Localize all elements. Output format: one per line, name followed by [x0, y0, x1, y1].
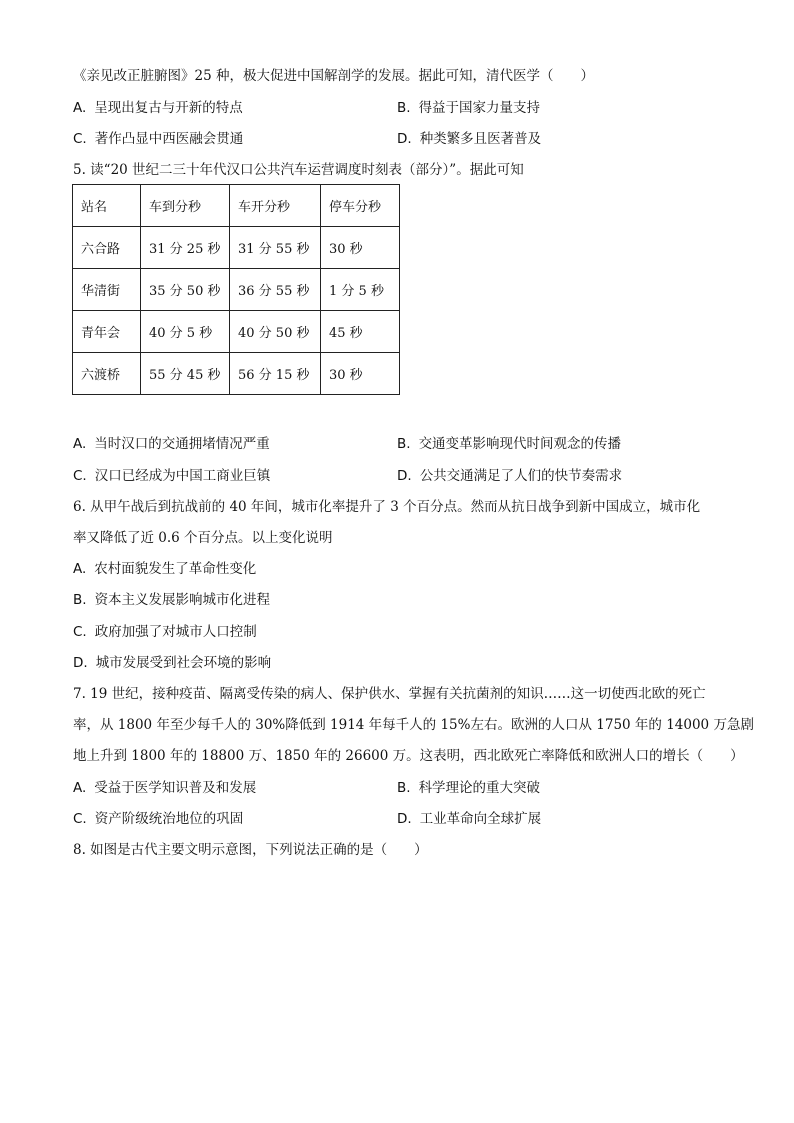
q7-stem-line: 7. 19 世纪，接种疫苗、隔离受传染的病人、保护供水、掌握有关抗菌剂的知识……这一切使西北欧的死亡 [73, 686, 706, 702]
option-label: C. [73, 131, 87, 147]
option-text: 城市发展受到社会环境的影响 [95, 655, 272, 671]
option-label: B. [397, 436, 411, 452]
table-cell: 六渡桥 [73, 353, 141, 395]
q4-option-a[interactable] [73, 98, 243, 118]
option-label: A. [73, 780, 87, 796]
table-cell: 36 分 55 秒 [230, 269, 321, 311]
q5-option-d[interactable] [397, 466, 622, 486]
q7-option-a[interactable] [73, 778, 256, 798]
option-text: 资本主义发展影响城市化进程 [94, 592, 271, 608]
q6-option-a[interactable] [73, 559, 256, 579]
option-text: 农村面貌发生了革命性变化 [94, 561, 257, 577]
q6-stem-line: 6. 从甲午战后到抗战前的 40 年间，城市化率提升了 3 个百分点。然而从抗日战争到新中国成立，城市化 [73, 499, 701, 515]
table-cell: 青年会 [73, 311, 141, 353]
option-label: C. [73, 811, 87, 827]
option-text: 受益于医学知识普及和发展 [94, 780, 257, 796]
bus-timetable [72, 184, 400, 395]
option-text: 当时汉口的交通拥堵情况严重 [94, 436, 270, 452]
option-text: 工业革命向全球扩展 [419, 811, 542, 827]
q5-option-a[interactable] [73, 434, 270, 454]
table-cell: 30 秒 [321, 227, 400, 269]
q7-option-c[interactable] [73, 809, 243, 829]
option-label: A. [73, 100, 87, 116]
q4-option-c[interactable] [73, 129, 243, 149]
table-header-cell: 车到分秒 [141, 185, 230, 227]
table-cell: 40 分 50 秒 [230, 311, 321, 353]
q4-option-b[interactable] [397, 98, 540, 118]
option-text: 公共交通满足了人们的快节奏需求 [419, 468, 623, 484]
table-cell: 35 分 50 秒 [141, 269, 230, 311]
option-label: D. [397, 811, 412, 827]
q8-stem: 8. 如图是古代主要文明示意图，下列说法正确的是（ ） [73, 842, 428, 858]
q5-option-c[interactable] [73, 466, 270, 486]
option-label: B. [397, 100, 411, 116]
option-label: A. [73, 436, 87, 452]
option-text: 种类繁多且医著普及 [419, 131, 542, 147]
q5-stem: 5. 读“20 世纪二三十年代汉口公共汽车运营调度时刻表（部分）”。据此可知 [73, 162, 524, 178]
table-header-cell: 停车分秒 [321, 185, 400, 227]
q5-option-b[interactable] [397, 434, 621, 454]
q6-option-c[interactable] [73, 622, 257, 642]
table-cell: 华清街 [73, 269, 141, 311]
option-label: B. [397, 780, 411, 796]
table-header-cell: 站名 [73, 185, 141, 227]
q7-stem-line: 地上升到 1800 年的 18800 万、1850 年的 26600 万。这表明，西北欧死亡率降低和欧洲人口的增长（ ） [73, 748, 744, 764]
option-label: B. [73, 592, 87, 608]
q4-option-d[interactable] [397, 129, 541, 149]
table-cell: 1 分 5 秒 [321, 269, 400, 311]
table-cell: 30 秒 [321, 353, 400, 395]
option-text: 科学理论的重大突破 [418, 780, 541, 796]
table-cell: 55 分 45 秒 [141, 353, 230, 395]
table-cell: 40 分 5 秒 [141, 311, 230, 353]
q4-stem: 《亲见改正脏腑图》25 种，极大促进中国解剖学的发展。据此可知，清代医学（ ） [73, 68, 594, 84]
option-text: 汉口已经成为中国工商业巨镇 [94, 468, 271, 484]
option-label: C. [73, 468, 87, 484]
option-label: D. [397, 468, 412, 484]
option-text: 交通变革影响现代时间观念的传播 [418, 436, 622, 452]
q6-stem-line: 率又降低了近 0.6 个百分点。以上变化说明 [73, 530, 333, 546]
option-text: 呈现出复古与开新的特点 [94, 100, 243, 116]
q6-option-d[interactable] [73, 653, 271, 673]
table-row [73, 269, 400, 311]
table-cell: 31 分 55 秒 [230, 227, 321, 269]
option-label: D. [73, 655, 88, 671]
q7-stem-line: 率，从 1800 年至少每千人的 30%降低到 1914 年每千人的 15%左右。欧洲的人口从 1750 年的 14000 万急剧 [73, 717, 754, 733]
q7-option-b[interactable] [397, 778, 540, 798]
option-label: D. [397, 131, 412, 147]
table-cell: 56 分 15 秒 [230, 353, 321, 395]
table-cell: 45 秒 [321, 311, 400, 353]
option-text: 著作凸显中西医融会贯通 [94, 131, 244, 147]
table-header-cell: 车开分秒 [230, 185, 321, 227]
option-label: A. [73, 561, 87, 577]
q7-option-d[interactable] [397, 809, 541, 829]
table-row [73, 311, 400, 353]
table-row [73, 353, 400, 395]
option-text: 政府加强了对城市人口控制 [94, 624, 257, 640]
q6-option-b[interactable] [73, 590, 270, 610]
table-header-row [73, 185, 400, 227]
option-text: 得益于国家力量支持 [418, 100, 541, 116]
table-cell: 31 分 25 秒 [141, 227, 230, 269]
option-text: 资产阶级统治地位的巩固 [94, 811, 244, 827]
option-label: C. [73, 624, 87, 640]
table-row [73, 227, 400, 269]
table-cell: 六合路 [73, 227, 141, 269]
